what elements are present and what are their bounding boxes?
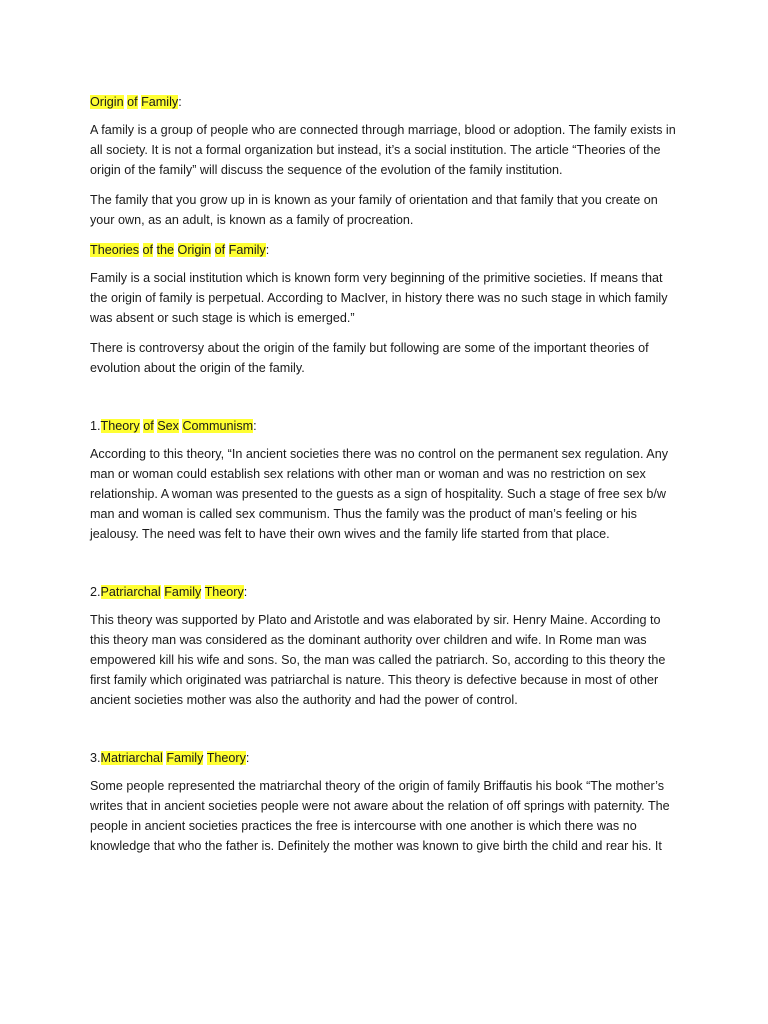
heading-word: Matriarchal [100, 751, 163, 765]
heading-colon: : [265, 243, 270, 257]
paragraph: The family that you grow up in is known as your family of orientation and that family that you create on your own, as an adult, is known as a family of procreation. [90, 193, 658, 227]
heading-word: Family [164, 585, 202, 599]
heading-word: Theory [206, 751, 246, 765]
heading-word: of [143, 419, 154, 433]
heading-word: Theory [100, 419, 140, 433]
spacer [90, 720, 682, 748]
heading-theories-of-origin [90, 240, 682, 260]
heading-word: Theory [204, 585, 244, 599]
heading-colon: : [243, 585, 248, 599]
paragraph: Some people represented the matriarchal theory of the origin of family Briffautis his book “The mother’s writes that in ancient societies people were not aware about the relation of off springs with paternity. The people in ancient societies practices the free is intercourse with one another is which there was no knowledge that who the father is. Definitely the mother was known to give birth the child and rear his. It [90, 779, 670, 853]
paragraph: A family is a group of people who are connected through marriage, blood or adoption. The family exists in all society. It is not a formal organization but instead, it’s a social institution. The article “Theories of the origin of the family” will discuss the sequence of the evolution of the family institution. [90, 123, 676, 177]
heading-word: Family [166, 751, 204, 765]
document-page [90, 92, 682, 866]
heading-word: Origin [90, 95, 124, 109]
heading-word: of [127, 95, 138, 109]
heading-patriarchal-family-theory [90, 582, 682, 602]
heading-colon: : [245, 751, 250, 765]
heading-colon: : [178, 95, 182, 109]
heading-number: 2. [90, 585, 101, 599]
heading-word: the [156, 243, 175, 257]
heading-word: Theories [90, 243, 139, 257]
heading-word: Patriarchal [100, 585, 161, 599]
heading-word: Origin [177, 243, 212, 257]
paragraph: Family is a social institution which is known form very beginning of the primitive societies. If means that the origin of family is perpetual. According to MacIver, in history there was no such stage in which family was absent or such stage is which is emerged.” [90, 271, 668, 325]
heading-sex-communism [90, 416, 682, 436]
heading-word: of [142, 243, 154, 257]
paragraph: This theory was supported by Plato and Aristotle and was elaborated by sir. Henry Maine. According to this theory man was considered as the dominant authority over children and wife. In Rome man was empowered kill his wife and sons. So, the man was called the patriarch. So, according to this theory the first family which originated was patriarchal is nature. This theory is defective because in most of other ancient societies mother was also the authority and had the power of control. [90, 613, 666, 707]
spacer [90, 554, 682, 582]
heading-word: Sex [157, 419, 179, 433]
heading-word: Family [228, 243, 266, 257]
heading-colon: : [253, 419, 257, 433]
heading-number: 1. [90, 419, 101, 433]
spacer [90, 388, 682, 416]
heading-word: Communism [182, 419, 254, 433]
heading-number: 3. [90, 751, 101, 765]
heading-word: Family [141, 95, 179, 109]
heading-origin-of-family [90, 92, 682, 112]
heading-matriarchal-family-theory [90, 748, 682, 768]
paragraph: There is controversy about the origin of the family but following are some of the important theories of evolution about the origin of the family. [90, 341, 649, 375]
paragraph: According to this theory, “In ancient societies there was no control on the permanent sex regulation. Any man or woman could establish sex relations with other man or woman and was no restriction on sex relationship. A woman was presented to the guests as a sign of hospitality. Such a stage of free sex b/w man and woman is called sex communism. Thus the family was the product of man’s feeling or his jealousy. The need was felt to have their own wives and the family life started from that place. [90, 447, 669, 541]
heading-word: of [214, 243, 226, 257]
